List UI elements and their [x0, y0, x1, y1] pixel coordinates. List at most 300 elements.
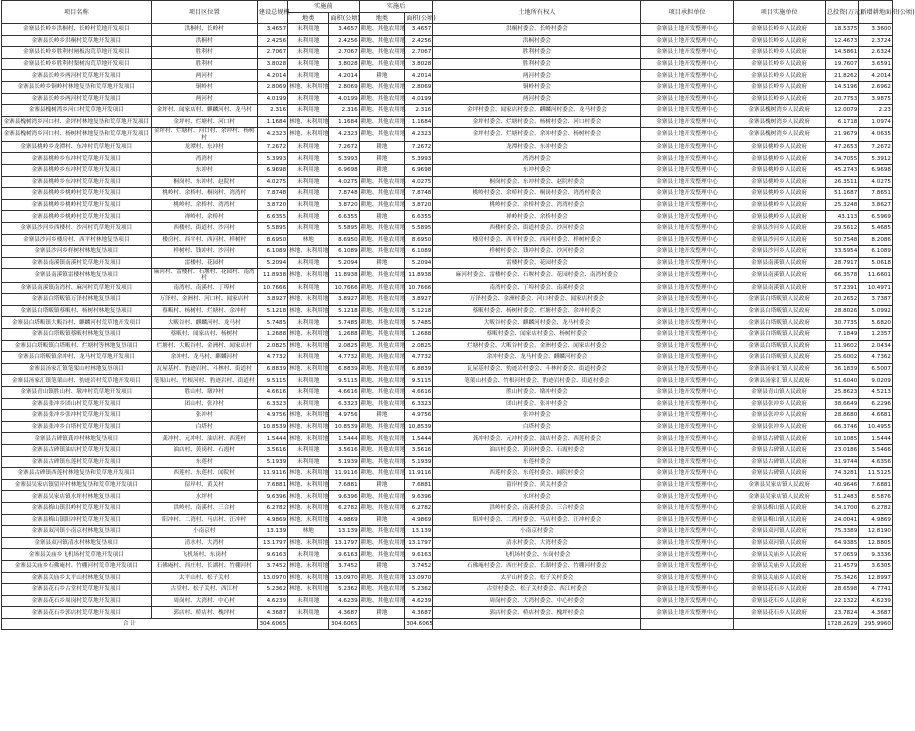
header-before: 实施前: [288, 1, 360, 13]
cell-undertaker: 金寨县土地开发整理中心: [641, 282, 733, 294]
cell-before-land-class: 未利用地: [288, 199, 329, 211]
cell-new-arable: 7.2672: [859, 141, 893, 153]
cell-build-scale: 9.6396: [257, 491, 287, 503]
table-row: [2, 222, 893, 234]
cell-after-land-class: 耕地、其他农用地: [359, 352, 405, 364]
table-row: [2, 560, 893, 572]
cell-after-land-class: 耕地、其他农用地: [359, 456, 405, 468]
cell-before-area: 1.1684: [329, 116, 359, 128]
cell-new-arable: 3.6591: [859, 58, 893, 70]
cell-location: 铜岭村: [151, 81, 257, 93]
cell-after-area: 3.7452: [405, 560, 433, 572]
cell-undertaker: 金寨县土地开发整理中心: [641, 445, 733, 457]
cell-location: 万泽村、金洲村、河口村、闻家店村: [151, 294, 257, 306]
cell-before-land-class: 林地、未利用地: [288, 491, 329, 503]
table-row: [2, 595, 893, 607]
cell-after-land-class: 耕地、其他农用地: [359, 105, 405, 117]
cell-total-invest: 36.1839: [825, 363, 859, 375]
cell-owner: 郭店村委会、桥店村委会、槐坪村委会: [433, 607, 641, 619]
cell-executor: 金寨县关庙乡人民政府: [733, 549, 825, 561]
cell-executor: 金寨县吴家店镇人民政府: [733, 491, 825, 503]
cell-after-area: 1.1684: [405, 116, 433, 128]
cell-executor: 金寨县吴家店镇人民政府: [733, 479, 825, 491]
cell-total-invest: 38.6649: [825, 398, 859, 410]
cell-after-land-class: 耕地、其他农用地: [359, 116, 405, 128]
cell-after-land-class: 耕地、其他农用地: [359, 398, 405, 410]
cell-before-area: 5.2094: [329, 257, 359, 269]
cell-before-land-class: 未利用地: [288, 35, 329, 47]
cell-executor: 金寨县白塔畈镇人民政府: [733, 317, 825, 329]
cell-after-area: 9.5115: [405, 375, 433, 387]
cell-project-name: 金寨县关庙乡太平山村林地复垦项目: [2, 572, 152, 584]
cell-before-land-class: 林地、未利用地: [288, 269, 329, 282]
cell-total-invest: 10.1085: [825, 433, 859, 445]
cell-project-name: 金寨县白塔畈镇余冲村、龙马村荒草地开发项目: [2, 352, 152, 364]
cell-total-invest: 20.2652: [825, 294, 859, 306]
cell-after-land-class: 耕地、其他农用地: [359, 421, 405, 433]
cell-executor: 金寨县花石乡人民政府: [733, 595, 825, 607]
total-empty: [733, 618, 825, 629]
header-new-arable: 新增耕地面积(公顷): [859, 1, 893, 24]
cell-before-area: 9.6163: [329, 549, 359, 561]
table-row: [2, 282, 893, 294]
cell-executor: 金寨县古碑镇人民政府: [733, 456, 825, 468]
cell-owner: 雷楼村委会、花园村委会: [433, 257, 641, 269]
cell-total-invest: 22.1322: [825, 595, 859, 607]
cell-total-invest: 28.6598: [825, 584, 859, 596]
cell-build-scale: 4.0275: [257, 176, 287, 188]
cell-total-invest: 34.7055: [825, 153, 859, 165]
cell-build-scale: 4.6239: [257, 595, 287, 607]
cell-after-land-class: 耕地、其他农用地: [359, 584, 405, 596]
cell-before-land-class: 未利用地: [288, 595, 329, 607]
cell-new-arable: 1.0974: [859, 116, 893, 128]
header-location: 项目区位置: [151, 1, 257, 24]
cell-owner: 张冲村委会: [433, 410, 641, 422]
cell-total-invest: 12.0079: [825, 105, 859, 117]
cell-after-land-class: 耕地: [359, 257, 405, 269]
cell-before-area: 4.9869: [329, 514, 359, 526]
cell-total-invest: 66.3578: [825, 269, 859, 282]
cell-before-area: 6.8839: [329, 363, 359, 375]
cell-before-area: 8.6950: [329, 234, 359, 246]
cell-undertaker: 金寨县土地开发整理中心: [641, 340, 733, 352]
total-row: [2, 618, 893, 629]
cell-executor: 金寨县白塔畈镇人民政府: [733, 352, 825, 364]
cell-before-area: 3.7452: [329, 560, 359, 572]
cell-after-land-class: 耕地: [359, 514, 405, 526]
table-row: [2, 329, 893, 341]
cell-location: 桐岗村、东冲村、赵院村: [151, 176, 257, 188]
cell-location: 金坪村、闻家店村、麒麟河村、龙马村: [151, 105, 257, 117]
cell-project-name: 金寨县南溪镇雷楼村林地复垦项目: [2, 269, 152, 282]
cell-project-name: 金寨县沙河乡楼房村、西平村林地复垦项目: [2, 234, 152, 246]
cell-executor: 金寨县梅山镇人民政府: [733, 502, 825, 514]
cell-before-land-class: 林地、未利用地: [288, 537, 329, 549]
cell-total-invest: 29.5612: [825, 222, 859, 234]
cell-project-name: 金寨县青山镇胜山村、墩冲村荒草地开发项目: [2, 387, 152, 399]
cell-after-area: 2.8069: [405, 81, 433, 93]
cell-new-arable: 12.8190: [859, 526, 893, 538]
cell-before-land-class: 林地: [288, 526, 329, 538]
cell-project-name: 金寨县槐树湾乡河口村、杨树村林地复垦和荒草地开发项目: [2, 128, 152, 141]
cell-total-invest: 14.5196: [825, 81, 859, 93]
cell-after-area: 7.8748: [405, 188, 433, 200]
cell-build-scale: 13.0970: [257, 572, 287, 584]
cell-owner: 大畈谷村委会、麒麟河村委会、龙马村委会: [433, 317, 641, 329]
cell-before-area: 5.5895: [329, 222, 359, 234]
cell-total-invest: 14.5861: [825, 47, 859, 59]
cell-after-area: 10.8539: [405, 421, 433, 433]
cell-owner: 洪岭村委会、南溪村委会、三合村委会: [433, 502, 641, 514]
cell-before-area: 2.8069: [329, 81, 359, 93]
cell-after-land-class: 耕地、其他农用地: [359, 269, 405, 282]
cell-before-land-class: 林地、未利用地: [288, 502, 329, 514]
cell-location: 洪桐村、长岭村: [151, 24, 257, 36]
cell-total-invest: 28.8026: [825, 305, 859, 317]
cell-total-invest: 34.1700: [825, 502, 859, 514]
cell-after-area: 6.8839: [405, 363, 433, 375]
cell-owner: 石佛庵村委会、西庄村委会、长湖村委会、竹棚河村委会: [433, 560, 641, 572]
header-undertaker: 项目承担单位: [641, 1, 733, 24]
cell-total-invest: 28.7917: [825, 257, 859, 269]
cell-project-name: 金寨县汤家汇镇笔架山村林地复垦项目: [2, 363, 152, 375]
cell-before-area: 7.6881: [329, 479, 359, 491]
cell-executor: 金寨县沙河乡人民政府: [733, 222, 825, 234]
cell-new-arable: 6.9698: [859, 164, 893, 176]
cell-after-area: 3.4657: [405, 24, 433, 36]
table-row: [2, 491, 893, 503]
cell-total-invest: 33.5954: [825, 246, 859, 258]
cell-new-arable: 2.6962: [859, 81, 893, 93]
cell-build-scale: 8.6950: [257, 234, 287, 246]
total-build-scale: 304.6065: [257, 618, 287, 629]
cell-location: 龙潭村、东冲村: [151, 141, 257, 153]
cell-project-name: 金寨县关庙乡飞机场村荒草地开发项目: [2, 549, 152, 561]
cell-new-arable: 11.6601: [859, 269, 893, 282]
cell-before-land-class: 林地、未利用地: [288, 329, 329, 341]
cell-before-area: 3.4657: [329, 24, 359, 36]
cell-executor: 金寨县沙河乡人民政府: [733, 246, 825, 258]
cell-before-land-class: 未利用地: [288, 141, 329, 153]
cell-total-invest: 24.0041: [825, 514, 859, 526]
cell-after-area: 6.1089: [405, 246, 433, 258]
cell-owner: 金坪村委会、烂塘村委会、杨树村委会、河口村委会: [433, 116, 641, 128]
cell-project-name: 金寨县长岭乡两河村荒草地开发项目: [2, 93, 152, 105]
table-row: [2, 234, 893, 246]
header-total-invest: 总投资(万元): [825, 1, 859, 24]
cell-project-name: 金寨县桃岭乡东冲村荒草地开发项目: [2, 164, 152, 176]
cell-location: 桃岭村、余桥村、湾湾村: [151, 199, 257, 211]
cell-after-land-class: 耕地、其他农用地: [359, 176, 405, 188]
table-row: [2, 607, 893, 619]
cell-owner: 禅岭村委会、余桥村委会: [433, 211, 641, 223]
cell-build-scale: 5.3993: [257, 153, 287, 165]
table-row: [2, 246, 893, 258]
table-row: [2, 398, 893, 410]
cell-owner: 龙潭村委会、东冲村委会: [433, 141, 641, 153]
cell-build-scale: 3.8028: [257, 58, 287, 70]
cell-owner: 西莲村委会、东莲村委会、闻院村委会: [433, 468, 641, 480]
cell-build-scale: 6.9698: [257, 164, 287, 176]
cell-before-land-class: 未利用地: [288, 164, 329, 176]
cell-location: 金坪村、烂塘村、河口村、余冲村、杨树村: [151, 128, 257, 141]
cell-project-name: 金寨县沙河乡西楼村、沙河村荒草地开发项目: [2, 222, 152, 234]
cell-owner: 白塔村委会: [433, 421, 641, 433]
cell-undertaker: 金寨县土地开发整理中心: [641, 456, 733, 468]
cell-before-land-class: 林地、未利用地: [288, 246, 329, 258]
cell-new-arable: 2.23: [859, 105, 893, 117]
cell-undertaker: 金寨县土地开发整理中心: [641, 164, 733, 176]
cell-new-arable: 10.4971: [859, 282, 893, 294]
cell-undertaker: 金寨县土地开发整理中心: [641, 47, 733, 59]
cell-after-area: 2.316: [405, 105, 433, 117]
cell-before-area: 6.3323: [329, 398, 359, 410]
cell-owner: 烂塘村委会、大畈谷村委会、金洲村委会、闻家店村委会: [433, 340, 641, 352]
total-new-arable: 295.9960: [859, 618, 893, 629]
cell-total-invest: 6.1718: [825, 116, 859, 128]
cell-undertaker: 金寨县土地开发整理中心: [641, 433, 733, 445]
cell-after-area: 2.0825: [405, 340, 433, 352]
cell-location: 楼房村、西平村、西河村、样树村: [151, 234, 257, 246]
cell-project-name: 金寨县吴家店镇留岸村林地复垦和荒草地开发项目: [2, 479, 152, 491]
table-row: [2, 105, 893, 117]
cell-project-name: 金寨县槐树湾乡河口村荒草地开发项目: [2, 105, 152, 117]
cell-after-area: 5.2362: [405, 584, 433, 596]
cell-build-scale: 3.8927: [257, 294, 287, 306]
cell-after-area: 5.1218: [405, 305, 433, 317]
cell-owner: 蔡畈村委会、杨树村委会、烂塘村委会、余冲村委会: [433, 305, 641, 317]
cell-build-scale: 4.9869: [257, 514, 287, 526]
cell-undertaker: 金寨县土地开发整理中心: [641, 468, 733, 480]
cell-executor: 金寨县桃岭乡人民政府: [733, 211, 825, 223]
cell-new-arable: 12.8805: [859, 537, 893, 549]
cell-undertaker: 金寨县土地开发整理中心: [641, 502, 733, 514]
cell-owner: 瓦屋基村委会、豹迹岩村委会、斗林村委会、街道村委会: [433, 363, 641, 375]
cell-executor: 金寨县花石乡人民政府: [733, 607, 825, 619]
cell-build-scale: 4.2323: [257, 128, 287, 141]
total-empty: [359, 618, 405, 629]
cell-project-name: 金寨县吴家店镇水坪村林地复垦项目: [2, 491, 152, 503]
cell-after-area: 3.8927: [405, 294, 433, 306]
cell-undertaker: 金寨县土地开发整理中心: [641, 398, 733, 410]
cell-total-invest: 23.7824: [825, 607, 859, 619]
cell-total-invest: 57.2391: [825, 282, 859, 294]
cell-project-name: 金寨县白塔畈镇万泽村林地复垦项目: [2, 294, 152, 306]
cell-location: 胜山村、墩冲村: [151, 387, 257, 399]
cell-new-arable: 5.4685: [859, 222, 893, 234]
cell-location: 郭店村、桥店村、槐坪村: [151, 607, 257, 619]
cell-location: 西楼村、街道村、沙河村: [151, 222, 257, 234]
cell-project-name: 金寨县汤家汇镇笔架山村、豹迹岩村荒草地开发项目: [2, 375, 152, 387]
cell-build-scale: 6.3323: [257, 398, 287, 410]
cell-executor: 金寨县长岭乡人民政府: [733, 93, 825, 105]
cell-location: 石佛庵村、西庄村、长湖村、竹棚河村: [151, 560, 257, 572]
cell-build-scale: 5.1939: [257, 456, 287, 468]
cell-new-arable: 5.0992: [859, 305, 893, 317]
cell-build-scale: 6.6355: [257, 211, 287, 223]
cell-after-land-class: 耕地: [359, 211, 405, 223]
cell-before-land-class: 未利用地: [288, 352, 329, 364]
cell-after-area: 6.3323: [405, 398, 433, 410]
cell-after-land-class: 耕地、其他农用地: [359, 188, 405, 200]
cell-total-invest: 19.7607: [825, 58, 859, 70]
cell-undertaker: 金寨县土地开发整理中心: [641, 105, 733, 117]
cell-project-name: 金寨县白塔畈镇蔡畈村林地复垦项目: [2, 329, 152, 341]
header-executor: 项目实施单位: [733, 1, 825, 24]
cell-before-land-class: 林地、未利用地: [288, 128, 329, 141]
cell-build-scale: 11.9116: [257, 468, 287, 480]
cell-new-arable: 5.0618: [859, 257, 893, 269]
cell-before-area: 13.0970: [329, 572, 359, 584]
cell-after-land-class: 耕地、其他农用地: [359, 491, 405, 503]
header-before-land-class: 地类: [288, 13, 329, 24]
cell-after-land-class: 耕地、其他农用地: [359, 234, 405, 246]
cell-undertaker: 金寨县土地开发整理中心: [641, 153, 733, 165]
cell-undertaker: 金寨县土地开发整理中心: [641, 211, 733, 223]
cell-new-arable: 11.5125: [859, 468, 893, 480]
cell-project-name: 金寨县关庙乡石佛庵村、竹棚河村荒草地开发项目: [2, 560, 152, 572]
cell-build-scale: 11.8938: [257, 269, 287, 282]
cell-new-arable: 6.1089: [859, 246, 893, 258]
cell-after-land-class: 耕地、其他农用地: [359, 595, 405, 607]
cell-undertaker: 金寨县土地开发整理中心: [641, 421, 733, 433]
cell-before-area: 5.3993: [329, 153, 359, 165]
cell-total-invest: 75.3426: [825, 572, 859, 584]
cell-after-area: 4.2014: [405, 70, 433, 82]
cell-before-area: 4.0199: [329, 93, 359, 105]
cell-before-land-class: 林地、未利用地: [288, 340, 329, 352]
cell-project-name: 金寨县双河镇清水村林地复垦项目: [2, 537, 152, 549]
cell-after-land-class: 耕地: [359, 141, 405, 153]
cell-build-scale: 5.2094: [257, 257, 287, 269]
cell-after-area: 4.9756: [405, 410, 433, 422]
cell-executor: 金寨县白塔畈镇人民政府: [733, 340, 825, 352]
cell-before-area: 6.1089: [329, 246, 359, 258]
cell-owner: 桐岗村委会、东冲村委会、赵院村委会: [433, 176, 641, 188]
cell-new-arable: 6.2296: [859, 398, 893, 410]
cell-new-arable: 4.7741: [859, 584, 893, 596]
cell-before-land-class: 未利用地: [288, 607, 329, 619]
cell-undertaker: 金寨县土地开发整理中心: [641, 410, 733, 422]
cell-executor: 金寨县白塔畈镇人民政府: [733, 294, 825, 306]
cell-undertaker: 金寨县土地开发整理中心: [641, 246, 733, 258]
cell-before-area: 7.8748: [329, 188, 359, 200]
cell-after-area: 11.8938: [405, 269, 433, 282]
cell-before-area: 7.2672: [329, 141, 359, 153]
cell-total-invest: 26.3511: [825, 176, 859, 188]
cell-after-area: 6.2782: [405, 502, 433, 514]
cell-undertaker: 金寨县土地开发整理中心: [641, 199, 733, 211]
cell-after-land-class: 耕地、其他农用地: [359, 537, 405, 549]
table-row: [2, 305, 893, 317]
cell-owner: 胜利村委会: [433, 58, 641, 70]
cell-owner: 两河村委会: [433, 93, 641, 105]
cell-after-land-class: 耕地、其他农用地: [359, 128, 405, 141]
cell-after-land-class: 耕地、其他农用地: [359, 387, 405, 399]
cell-after-land-class: 耕地: [359, 607, 405, 619]
cell-after-land-class: 耕地、其他农用地: [359, 305, 405, 317]
table-row: [2, 514, 893, 526]
cell-project-name: 金寨县双河镇小南京村林地复垦项目: [2, 526, 152, 538]
table-row: [2, 317, 893, 329]
cell-executor: 金寨县张冲乡人民政府: [733, 398, 825, 410]
cell-project-name: 金寨县古碑镇油店村荒草地开发项目: [2, 445, 152, 457]
cell-build-scale: 2.7067: [257, 47, 287, 59]
cell-before-land-class: 林地、未利用地: [288, 433, 329, 445]
cell-after-land-class: 耕地、其他农用地: [359, 526, 405, 538]
cell-project-name: 金寨县张冲乡白塔村荒草地开发项目: [2, 421, 152, 433]
cell-after-area: 5.5895: [405, 222, 433, 234]
cell-before-area: 4.6616: [329, 387, 359, 399]
cell-location: 小南京村: [151, 526, 257, 538]
header-project-name: 项目名称: [2, 1, 152, 24]
cell-after-land-class: 耕地: [359, 70, 405, 82]
cell-owner: 留岸村委会、黄关村委会: [433, 479, 641, 491]
cell-before-land-class: 未利用地: [288, 375, 329, 387]
table-row: [2, 456, 893, 468]
cell-executor: 金寨县关庙乡人民政府: [733, 560, 825, 572]
cell-owner: 蔡畈村委会、闻家店村委会、杨树村委会: [433, 329, 641, 341]
cell-project-name: 金寨县古碑镇龚冲村林地复垦项目: [2, 433, 152, 445]
cell-after-area: 5.1939: [405, 456, 433, 468]
header-after-area: 面积(公顷): [406, 14, 436, 22]
cell-build-scale: 3.4657: [257, 24, 287, 36]
cell-new-arable: 8.2086: [859, 234, 893, 246]
cell-before-area: 4.2014: [329, 70, 359, 82]
cell-before-land-class: 未利用地: [288, 93, 329, 105]
cell-build-scale: 5.7485: [257, 317, 287, 329]
cell-location: 古堂村、松子关村、西江村: [151, 584, 257, 596]
table-row: [2, 141, 893, 153]
table-row: [2, 93, 893, 105]
cell-executor: 金寨县桃岭乡人民政府: [733, 188, 825, 200]
cell-executor: 金寨县桃岭乡人民政府: [733, 141, 825, 153]
cell-after-area: 4.0199: [405, 93, 433, 105]
project-table: [1, 0, 915, 630]
cell-new-arable: 10.4955: [859, 421, 893, 433]
cell-total-invest: 25.8623: [825, 387, 859, 399]
cell-after-area: 7.2672: [405, 141, 433, 153]
cell-before-land-class: 未利用地: [288, 153, 329, 165]
table-row: [2, 294, 893, 306]
cell-undertaker: 金寨县土地开发整理中心: [641, 584, 733, 596]
cell-total-invest: 25.3248: [825, 199, 859, 211]
cell-executor: 金寨县青山镇人民政府: [733, 387, 825, 399]
cell-before-area: 3.8028: [329, 58, 359, 70]
cell-total-invest: 20.7753: [825, 93, 859, 105]
cell-executor: 金寨县南溪镇人民政府: [733, 269, 825, 282]
cell-total-invest: 66.3746: [825, 421, 859, 433]
cell-owner: 水坪村委会: [433, 491, 641, 503]
cell-before-land-class: 未利用地: [288, 211, 329, 223]
cell-location: 烂塘村、大畈谷村、金洲村、闻家店村: [151, 340, 257, 352]
cell-new-arable: 7.8651: [859, 188, 893, 200]
header-after: 实施后: [359, 1, 433, 13]
cell-before-land-class: 林地、未利用地: [288, 560, 329, 572]
cell-project-name: 金寨县沙河乡样树村林地复垦项目: [2, 246, 152, 258]
cell-before-land-class: 未利用地: [288, 70, 329, 82]
table-row: [2, 387, 893, 399]
cell-project-name: 金寨县花石乡郭店村荒草地开发项目: [2, 607, 152, 619]
cell-undertaker: 金寨县土地开发整理中心: [641, 549, 733, 561]
cell-before-land-class: 林地、未利用地: [288, 363, 329, 375]
cell-build-scale: 4.9756: [257, 410, 287, 422]
cell-location: 样树村、钱冲村、沙河村: [151, 246, 257, 258]
cell-after-land-class: 耕地、其他农用地: [359, 282, 405, 294]
cell-before-land-class: 未利用地: [288, 387, 329, 399]
cell-project-name: 金寨县槐树湾乡河口村、金坪村林地复垦和荒草地开发项目: [2, 116, 152, 128]
